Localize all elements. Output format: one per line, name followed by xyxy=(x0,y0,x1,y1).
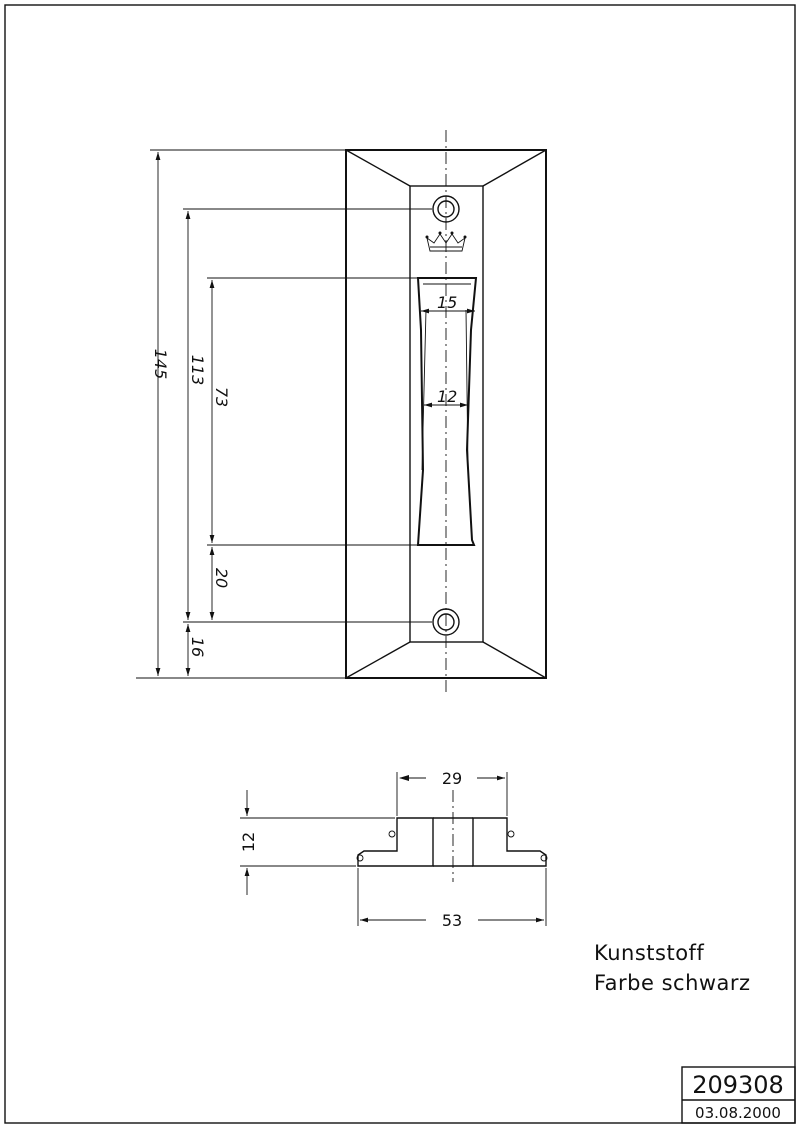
front-view xyxy=(136,130,546,695)
inner-panel xyxy=(410,186,483,642)
drawing-date: 03.08.2000 xyxy=(695,1104,781,1122)
dim-grip-length: 73 xyxy=(212,386,231,408)
dim-grip-width-mid: 12 xyxy=(437,387,458,406)
extension-lines xyxy=(136,150,432,678)
section-left-half xyxy=(358,818,433,866)
dim-section-height: 12 xyxy=(239,831,258,853)
part-number: 209308 xyxy=(692,1071,784,1099)
dim-section-base-width: 53 xyxy=(441,911,463,930)
material-note: Kunststoff xyxy=(594,941,705,965)
section-right-half xyxy=(473,818,546,866)
dim-hole-spacing: 113 xyxy=(188,354,207,386)
dim-grip-to-hole: 20 xyxy=(212,567,231,589)
dim-grip-width-top: 15 xyxy=(437,293,458,312)
color-note: Farbe schwarz xyxy=(594,971,751,995)
section-bump-left xyxy=(389,831,395,837)
dim-arrow-29-left xyxy=(399,775,409,781)
dim-overall-height: 145 xyxy=(151,348,170,380)
section-bump-right xyxy=(508,831,514,837)
dim-section-top-width: 29 xyxy=(441,769,463,788)
section-view xyxy=(239,769,547,930)
title-block xyxy=(682,1067,795,1123)
section-extension-lines xyxy=(240,772,546,926)
dim-hole-to-edge: 16 xyxy=(188,636,207,658)
